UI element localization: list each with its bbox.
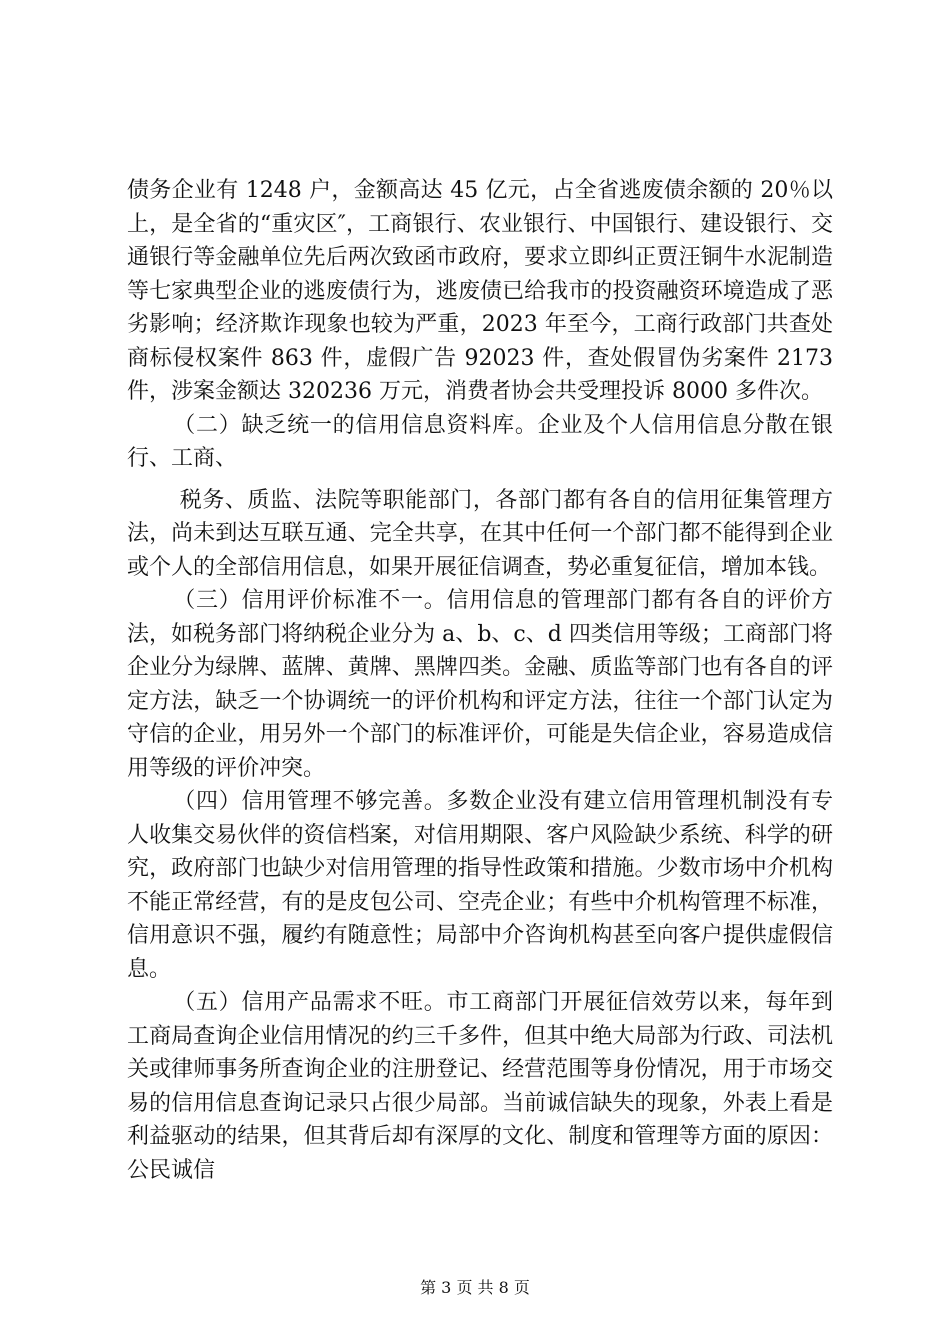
body-text <box>127 174 833 1187</box>
paragraph-debt-enterprises: 债务企业有 1248 户，金额高达 45 亿元，占全省逃废债余额的 20％以上，是全省的“重灾区″，工商银行、农业银行、中国银行、建设银行、交通银行等金融单位先后两次致函市政府，要求立即纠正贾汪铜牛水泥制造等七家典型企业的逃废债行为，逃废债已给我市的投资融资环境造成了恶劣影响；经济欺诈现象也较为严重，2023 年至今，工商行政部门共查处商标侵权案件 863 件，虚假广告 92023 件，查处假冒伪劣案件 2173 件，涉案金额达 320236 万元，消费者协会共受理投诉 8000 多件次。 <box>127 178 833 404</box>
page-number-footer: 第 3 页 共 8 页 <box>420 1278 530 1297</box>
paragraph-section-2-heading: （二）缺乏统一的信用信息资料库。企业及个人信用信息分散在银行、工商、 <box>127 412 833 471</box>
paragraph-section-5: （五）信用产品需求不旺。市工商部门开展征信效劳以来，每年到工商局查询企业信用情况的约三千多件，但其中绝大局部为行政、司法机关或律师事务所查询企业的注册登记、经营范围等身份情况，用于市场交易的信用信息查询记录只占很少局部。当前诚信缺失的现象，外表上看是利益驱动的结果，但其背后却有深厚的文化、制度和管理等方面的原因：公民诚信 <box>127 990 833 1183</box>
paragraph-section-2-body: 税务、质监、法院等职能部门，各部门都有各自的信用征集管理方法，尚未到达互联互通、完全共享，在其中任何一个部门都不能得到企业或个人的全部信用信息，如果开展征信调查，势必重复征信，增加本钱。 <box>127 487 833 580</box>
paragraph-section-3: （三）信用评价标准不一。信用信息的管理部门都有各自的评价方法，如税务部门将纳税企业分为 a、b、c、d 四类信用等级；工商部门将企业分为绿牌、蓝牌、黄牌、黑牌四类。金融、质监等部门也有各自的评定方法，缺乏一个协调统一的评价机构和评定方法，往往一个部门认定为守信的企业，用另外一个部门的标准评价，可能是失信企业，容易造成信用等级的评价冲突。 <box>127 588 833 781</box>
paragraph-section-4: （四）信用管理不够完善。多数企业没有建立信用管理机制没有专人收集交易伙伴的资信档案，对信用期限、客户风险缺少系统、科学的研究，政府部门也缺少对信用管理的指导性政策和措施。少数市场中介机构不能正常经营，有的是皮包公司、空壳企业；有些中介机构管理不标准，信用意识不强，履约有随意性；局部中介咨询机构甚至向客户提供虚假信息。 <box>127 789 833 982</box>
